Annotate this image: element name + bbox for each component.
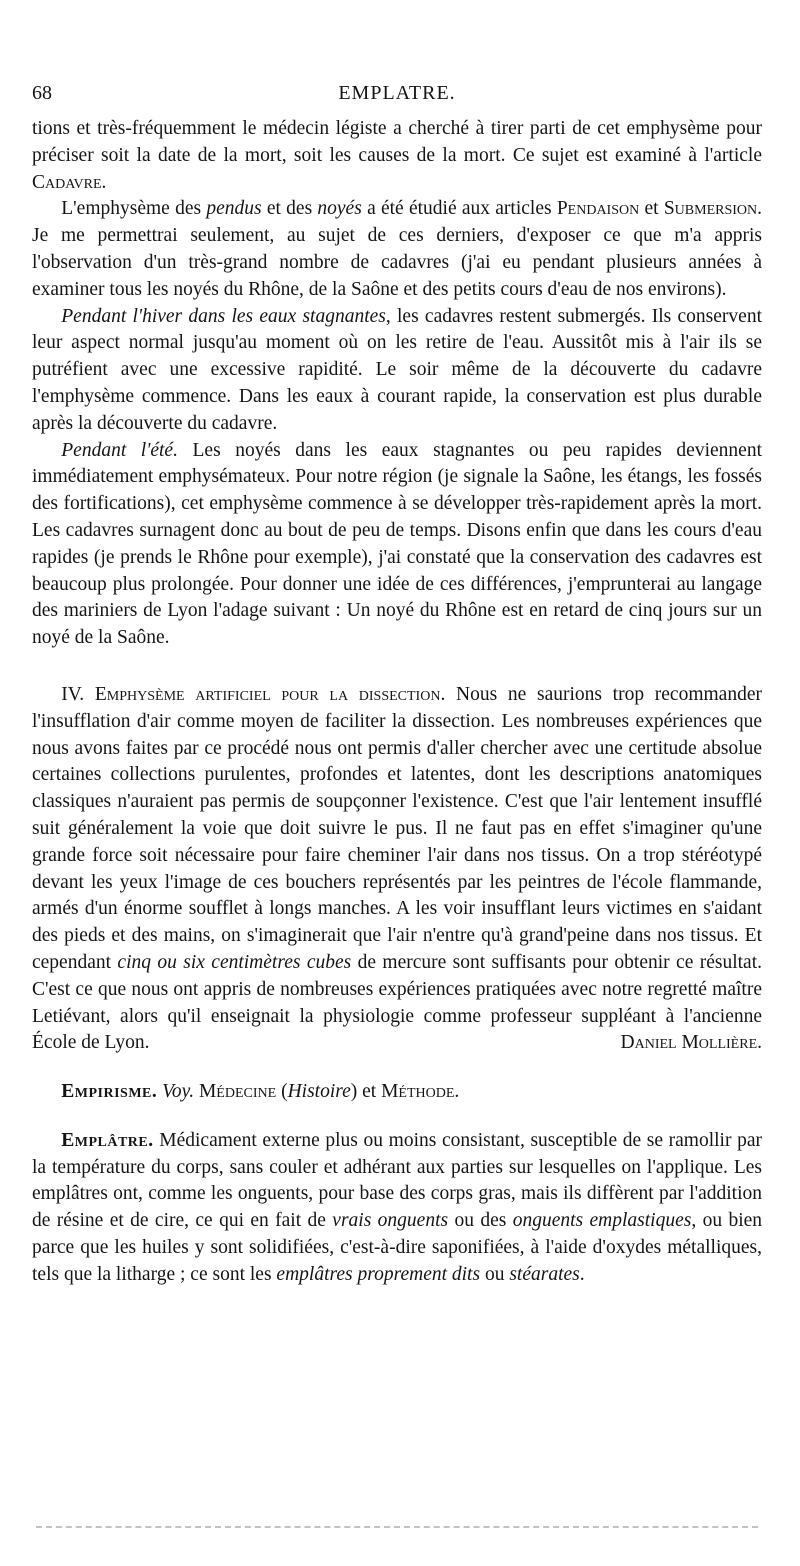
- running-head: EMPLATRE.: [338, 82, 456, 104]
- cross-reference: Submersion: [663, 198, 758, 220]
- paragraph-hiver: Pendant l'hiver dans les eaux stagnantes, les cadavres restent submergés. Ils conservent leur aspect normal jusqu'au moment où on les retire de l'eau. Aussitôt mis à l'air ils se putréfient avec une excessive rapidité. Le soir même de la découverte du cadavre l'emphysème commence. Dans les eaux à courant rapide, la conservation est plus durable après la découverte du cadavre.: [32, 305, 762, 434]
- author-signature: Daniel Mollière.: [620, 1032, 762, 1054]
- cross-reference: Médecine: [198, 1081, 277, 1103]
- page-header: [32, 80, 762, 110]
- cross-reference: Pendaison: [556, 198, 640, 220]
- page-body: [32, 116, 763, 1289]
- cross-reference: Cadavre: [32, 171, 102, 193]
- paragraph-ete: Pendant l'été. Les noyés dans les eaux stagnantes ou peu rapides deviennent immédiatement emphysémateux. Pour notre région (je signale la Saône, les étangs, les fossés des fortifications), cet emphysème commence à se développer très-rapidement après la mort. Les cadavres surnagent donc au bout de peu de temps. Disons enfin que dans les cours d'eau rapides (je prends le Rhône pour exemple), j'ai constaté que la conservation des cadavres est beaucoup plus prolongée. Pour donner une idée de ces différences, j'emprunterai au langage des mariniers de Lyon l'adage suivant : Un noyé du Rhône est en retard de cinq jours sur un noyé de la Saône.: [32, 439, 762, 649]
- entry-emplatre: Emplâtre. Médicament externe plus ou moins consistant, susceptible de se ramollir par la température du corps, sans couler et adhérant aux parties sur lesquelles on l'applique. Les emplâtres ont, comme les onguents, pour base des corps gras, mais ils diffèrent par l'addition de résine et de cire, ce qui en fait de vrais onguents ou des onguents emplastiques, ou bien parce que les huiles y sont solidifiées, c'est-à-dire saponifiées, à l'aide d'oxydes métalliques, tels que la litharge ; ce sont les emplâtres proprement dits ou stéarates.: [32, 1129, 763, 1285]
- paragraph-pendus-noyes: L'emphysème des pendus et des noyés a été étudié aux articles Pendaison et Submersion. Je me permettrai seulement, au sujet de ces derniers, d'exposer ce que m'a appris l'observation d'un très-grand nombre de cadavres (j'ai eu pendant plusieurs années à examiner tous les noyés du Rhône, de la Saône et des petits cours d'eau de nos environs).: [32, 198, 763, 300]
- entry-empirisme: Empirisme. Voy. Médecine (Histoire) et Méthode.: [61, 1081, 460, 1103]
- paragraph-cadavre-reference: tions et très-fréquemment le médecin légiste a cherché à tirer parti de cet emphysème pour préciser soit la date de la mort, soit les causes de la mort. Ce sujet est examiné à l'article Cadavre.: [32, 118, 762, 193]
- page-number: 68: [32, 82, 52, 104]
- section-iv-emphyseme-artificiel: IV. Emphysème artificiel pour la dissection. Nous ne saurions trop recommander l'insufflation d'air comme moyen de faciliter la dissection. Les nombreuses expériences que nous avons faites par ce procédé nous ont permis d'aller chercher avec une certitude absolue certaines collections purulentes, profondes et latentes, dont les descriptions anatomiques classiques n'auraient pas permis de soupçonner l'existence. C'est que l'air lentement insufflé suit généralement la voie que doit suivre le pus. Il ne faut pas en effet s'imaginer qu'une grande force soit nécessaire pour faire cheminer l'air dans nos tissus. On a trop stéréotypé devant les yeux l'image de ces bouchers représentés par les peintres de l'école flammande, armés d'un énorme soufflet à longs manches. A les voir insufflant leurs victimes en s'aidant des pieds et des mains, on s'imaginerait que l'air n'entre qu'à grand'peine dans nos tissus. Et cependant cinq ou six centimètres cubes de mercure sont suffisants pour obtenir ce résultat. C'est ce que nous ont appris de nombreuses expériences pratiquées avec notre regretté maître Letiévant, alors qu'il enseignait la physiologie comme professeur suppléant à l'ancienne École de Lyon. Daniel Mollière.: [32, 682, 762, 1057]
- section-heading: Emphysème artificiel pour la dissection: [94, 683, 441, 705]
- entry-headword: Empirisme.: [61, 1081, 158, 1103]
- page-bottom-rule: [36, 1526, 758, 1528]
- cross-reference: Méthode: [381, 1081, 455, 1103]
- entry-headword: Emplâtre.: [61, 1129, 154, 1151]
